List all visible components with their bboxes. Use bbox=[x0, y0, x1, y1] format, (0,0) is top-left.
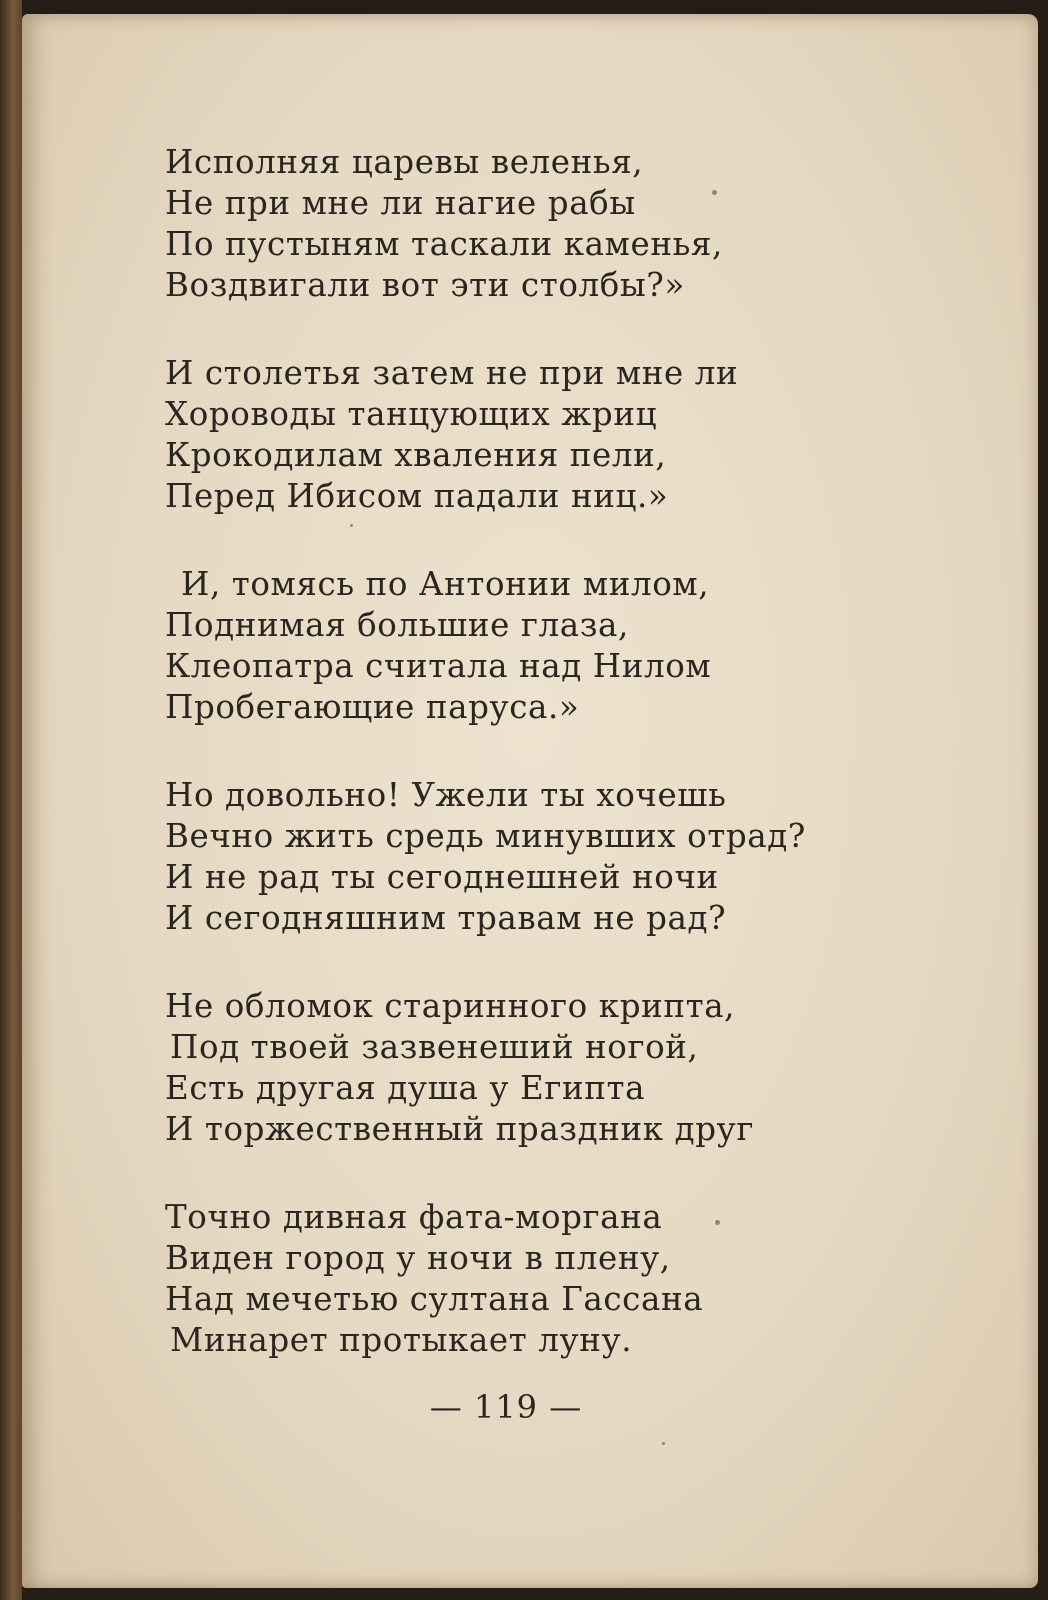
poem-line: Исполняя царевы веленья, bbox=[165, 143, 644, 181]
poem-line: И столетья затем не при мне ли bbox=[165, 354, 739, 392]
poem-line: Хороводы танцующих жриц bbox=[165, 395, 658, 433]
poem-line: Воздвигали вот эти столбы?» bbox=[165, 266, 685, 304]
poem-line: Виден город у ночи в плену, bbox=[165, 1239, 671, 1277]
poem-line: Клеопатра считала над Нилом bbox=[165, 647, 712, 685]
poem-line: Не при мне ли нагие рабы bbox=[165, 184, 636, 222]
poem-line: И торжественный праздник друг bbox=[165, 1110, 754, 1148]
poem-line: По пустыням таскали каменья, bbox=[165, 225, 723, 263]
stanza-5 bbox=[165, 986, 865, 1150]
paper-speck bbox=[662, 1442, 665, 1445]
poem-line: Но довольно! Ужели ты хочешь bbox=[165, 776, 727, 814]
paper-page bbox=[22, 14, 1038, 1588]
poem-line: Поднимая большие глаза, bbox=[165, 606, 629, 644]
poem-line: Точно дивная фата-моргана bbox=[165, 1198, 663, 1236]
paper-speck bbox=[715, 1220, 720, 1225]
poem-text bbox=[165, 142, 865, 1408]
poem-line: Не обломок старинного крипта, bbox=[165, 987, 736, 1025]
poem-line: Есть другая душа у Египта bbox=[165, 1069, 646, 1107]
stanza-6 bbox=[165, 1197, 865, 1361]
poem-line: И, томясь по Антонии милом, bbox=[181, 565, 710, 603]
poem-line: Перед Ибисом падали ниц.» bbox=[165, 477, 669, 515]
poem-line: И сегодняшним травам не рад? bbox=[165, 899, 727, 937]
poem-line: Вечно жить средь минувших отрад? bbox=[165, 817, 806, 855]
stanza-4 bbox=[165, 775, 865, 939]
paper-speck bbox=[350, 524, 353, 527]
stanza-3 bbox=[165, 564, 865, 728]
poem-line: Под твоей зазвенеший ногой, bbox=[170, 1028, 699, 1066]
poem-line: Крокодилам хваления пели, bbox=[165, 436, 667, 474]
poem-line: Минарет протыкает луну. bbox=[170, 1321, 633, 1359]
stanza-1 bbox=[165, 142, 865, 306]
poem-line: И не рад ты сегоднешней ночи bbox=[165, 858, 719, 896]
paper-speck bbox=[712, 190, 717, 195]
book-spine-edge bbox=[0, 0, 22, 1600]
page-number: — 119 — bbox=[429, 1388, 583, 1426]
poem-line: Пробегающие паруса.» bbox=[165, 688, 580, 726]
stanza-2 bbox=[165, 353, 865, 517]
poem-line: Над мечетью султана Гассана bbox=[165, 1280, 704, 1318]
